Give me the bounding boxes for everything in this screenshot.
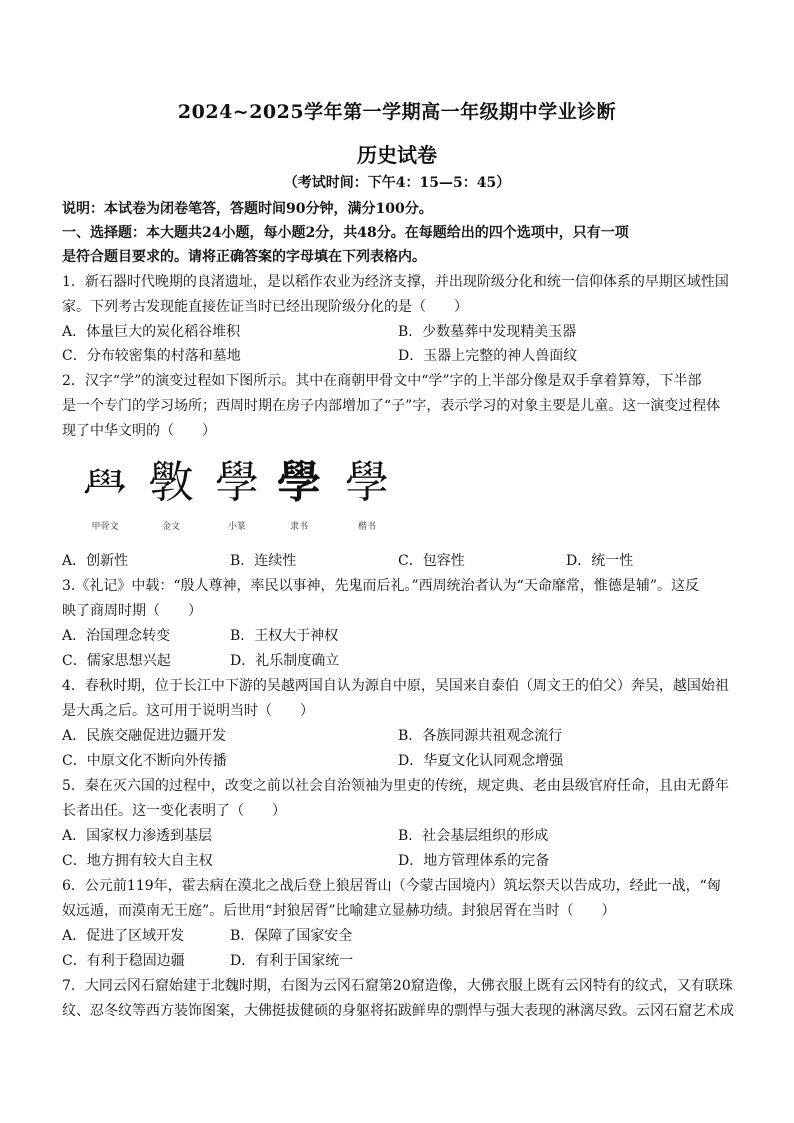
q1-option-c: C．分布较密集的村落和墓地 [62,348,241,364]
glyph-small-seal-char: 學 [215,457,259,508]
q2-option-b: B．连续性 [230,553,297,569]
q5-option-d: D．地方管理体系的完备 [398,853,550,869]
q4-option-c: C．中原文化不断向外传播 [62,753,227,769]
q2-stem-line2: 是一个专门的学习场所；西周时期在房子内部增加了“子”字，表示学习的对象主要是儿童。这一演变过程体 [62,398,721,414]
exam-time: （考试时间：下午4：15—5：45） [283,175,511,191]
q5-option-a: A．国家权力渗透到基层 [62,828,213,844]
q6-option-c: C．有利于稳固边疆 [62,953,185,969]
q1-stem-line1: 1．新石器时代晚期的良渚遗址，是以稻作农业为经济支撑，并出现阶级分化和统一信仰体系的早期区域性国 [62,274,729,290]
glyph-bronze-caption: 金文 [161,522,180,532]
glyph-clerical [269,455,329,533]
q2-option-d: D．统一性 [566,553,634,569]
q3-option-d: D．礼乐制度确立 [230,653,340,669]
q3-option-c: C．儒家思想兴起 [62,653,171,669]
glyph-regular-char: 學 [345,457,389,508]
q7-stem-line2: 纹、忍冬纹等西方装饰图案，大佛挺拔健硕的身躯将拓跋鲜卑的剽悍与强大表现的淋漓尽致。云冈石窟艺术成 [62,1003,734,1019]
glyph-clerical-caption: 隶书 [289,522,308,532]
exam-subject: 历史试卷 [357,143,437,167]
q6-stem-line1: 6．公元前119年，霍去病在漠北之战后登上狼居胥山（今蒙古国境内）筑坛祭天以告成功，经此一战，“匈 [62,878,721,894]
q7-stem-line1: 7．大同云冈石窟始建于北魏时期，右图为云冈石窟第20窟造像，大佛衣服上既有云冈特有的纹式，又有联珠 [62,978,733,994]
q4-stem-line2: 是大禹之后。这可用于说明当时（ ） [62,703,314,719]
q4-option-a: A．民族交融促进边疆开发 [62,728,227,744]
exam-title: 2024~2025学年第一学期高一年级期中学业诊断 [177,101,617,123]
q6-option-d: D．有利于国家统一 [230,953,354,969]
glyph-oracle-bone-char: 𦥯 [83,457,127,508]
q5-option-c: C．地方拥有较大自主权 [62,853,213,869]
glyph-oracle-bone-caption: 甲骨文 [91,522,119,532]
glyph-regular [337,455,397,533]
q4-option-b: B．各族同源共祖观念流行 [398,728,563,744]
glyph-oracle-bone [75,455,135,533]
q3-option-b: B．王权大于神权 [230,628,339,644]
glyph-bronze [141,455,201,533]
section-heading-line1: 一、选择题：本大题共24小题，每小题2分，共48分。在每题给出的四个选项中，只有一项 [62,225,629,241]
q6-option-a: A．促进了区域开发 [62,928,185,944]
q1-stem-line2: 家。下列考古发现能直接佐证当时已经出现阶级分化的是（ ） [62,299,468,315]
q5-stem-line1: 5．秦在灭六国的过程中，改变之前以社会自治领袖为里吏的传统，规定典、老由县级官府任命，且由无爵年 [62,778,729,794]
q2-option-c: C．包容性 [398,553,465,569]
q3-stem-line2: 映了商周时期（ ） [62,603,202,619]
q2-option-a: A．创新性 [62,553,129,569]
q3-option-a: A．治国理念转变 [62,628,171,644]
q1-option-d: D．玉器上完整的神人兽面纹 [398,348,578,364]
glyph-clerical-char: 學 [277,457,321,508]
q5-stem-line2: 长者出任。这一变化表明了（ ） [62,803,286,819]
q1-option-a: A．体量巨大的炭化稻谷堆积 [62,324,241,340]
glyph-regular-caption: 楷书 [357,522,376,532]
q5-option-b: B．社会基层组织的形成 [398,828,549,844]
q2-stem-line3: 现了中华文明的（ ） [62,423,216,439]
q6-option-b: B．保障了国家安全 [230,928,353,944]
exam-note: 说明：本试卷为闭卷笔答，答题时间90分钟，满分100分。 [62,201,433,217]
q1-option-b: B．少数墓葬中发现精美玉器 [398,324,577,340]
q4-option-d: D．华夏文化认同观念增强 [398,753,564,769]
q2-stem-line1: 2．汉字“学”的演变过程如下图所示。其中在商朝甲骨文中“学”字的上半部分像是双手拿着算筹，下半部 [62,373,702,389]
section-heading-line2: 是符合题目要求的。请将正确答案的字母填在下列表格内。 [62,249,426,265]
glyph-bronze-char: 斆 [149,457,193,508]
q3-stem-line1: 3.《礼记》中载：“殷人尊神，率民以事神，先鬼而后礼。”西周统治者认为“天命靡常，惟德是辅”。这反 [62,578,699,594]
q4-stem-line1: 4．春秋时期，位于长江中下游的吴越两国自认为源自中原，吴国来自泰伯（周文王的伯父）奔吴，越国始祖 [62,678,729,694]
glyph-small-seal [207,455,267,533]
q6-stem-line2: 奴远遁，而漠南无王庭”。后世用“封狼居胥”比喻建立显赫功绩。封狼居胥在当时（ ） [62,903,616,919]
glyph-small-seal-caption: 小篆 [227,522,246,532]
character-evolution-figure [75,455,405,545]
